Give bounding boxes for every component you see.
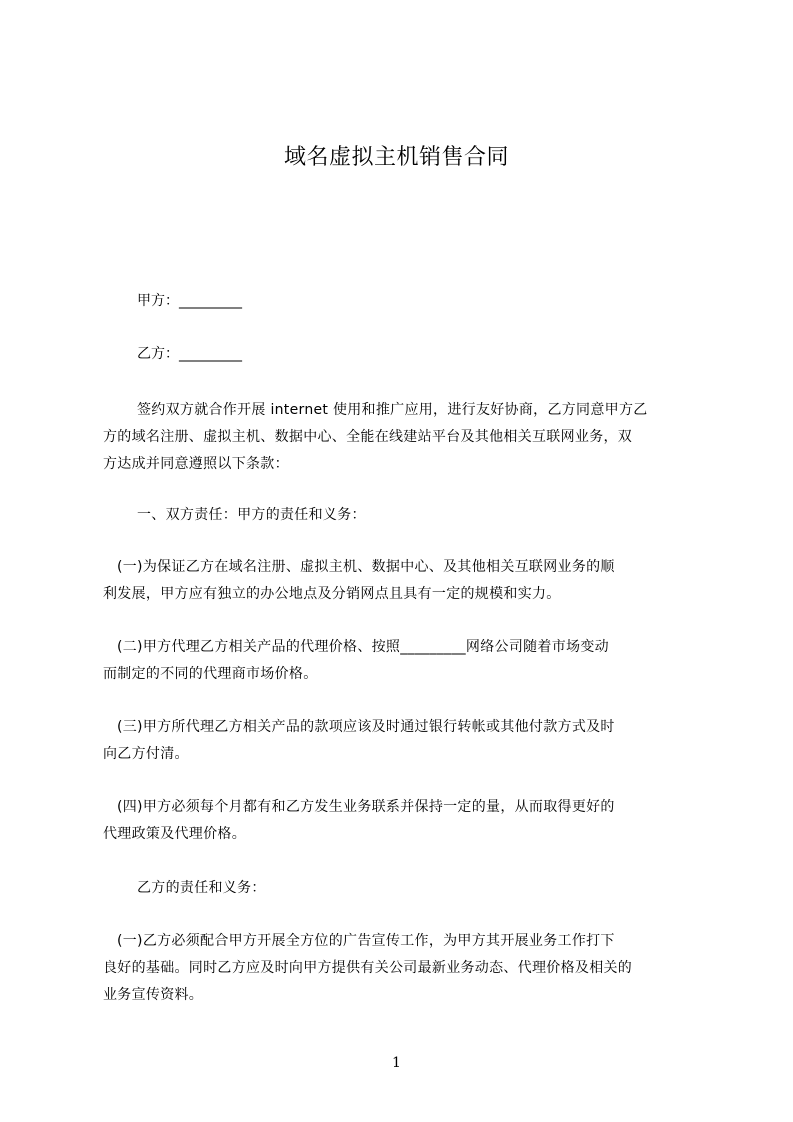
clause-line: 而制定的不同的代理商市场价格。 xyxy=(103,666,318,682)
clause-b1-paragraph xyxy=(103,928,703,1009)
clause-line: 利发展，甲方应有独立的办公地点及分销网点且具有一定的规模和实力。 xyxy=(103,586,561,602)
document-title: 域名虚拟主机销售合同 xyxy=(283,145,509,170)
clause-a1-paragraph xyxy=(103,554,703,608)
intro-line: 签约双方就合作开展 internet 使用和推广应用，进行友好协商，乙方同意甲方乙 xyxy=(137,402,648,418)
clause-line: (三)甲方所代理乙方相关产品的款项应该及时通过银行转帐或其他付款方式及时 xyxy=(117,719,615,735)
section-b-heading: 乙方的责任和义务： xyxy=(137,880,266,896)
clause-a3-paragraph xyxy=(103,714,703,768)
clause-line: 良好的基础。同时乙方应及时向甲方提供有关公司最新业务动态、代理价格及相关的 xyxy=(103,960,633,976)
intro-paragraph xyxy=(103,397,703,478)
clause-line: (二)甲方代理乙方相关产品的代理价格、按照_________网络公司随着市场变动 xyxy=(117,639,609,655)
clause-line: 代理政策及代理价格。 xyxy=(103,826,246,842)
section-1-heading: 一、双方责任：甲方的责任和义务： xyxy=(137,507,366,523)
clause-line: (一)乙方必须配合甲方开展全方位的广告宣传工作，为甲方其开展业务工作打下 xyxy=(117,933,615,949)
intro-line: 方的域名注册、虚拟主机、数据中心、全能在线建站平台及其他相关互联网业务，双 xyxy=(103,429,633,445)
intro-line: 方达成并同意遵照以下条款： xyxy=(103,456,289,472)
clause-a4-paragraph xyxy=(103,794,703,848)
clause-line: 业务宣传资料。 xyxy=(103,987,204,1003)
party-a-field: 甲方：_________ xyxy=(137,293,242,309)
clause-a2-paragraph xyxy=(103,634,703,688)
clause-line: (一)为保证乙方在域名注册、虚拟主机、数据中心、及其他相关互联网业务的顺 xyxy=(117,559,615,575)
clause-line: (四)甲方必须每个月都有和乙方发生业务联系并保持一定的量，从而取得更好的 xyxy=(117,799,615,815)
page-number: 1 xyxy=(392,1055,401,1071)
clause-line: 向乙方付清。 xyxy=(103,746,189,762)
party-b-field: 乙方：_________ xyxy=(137,346,242,362)
